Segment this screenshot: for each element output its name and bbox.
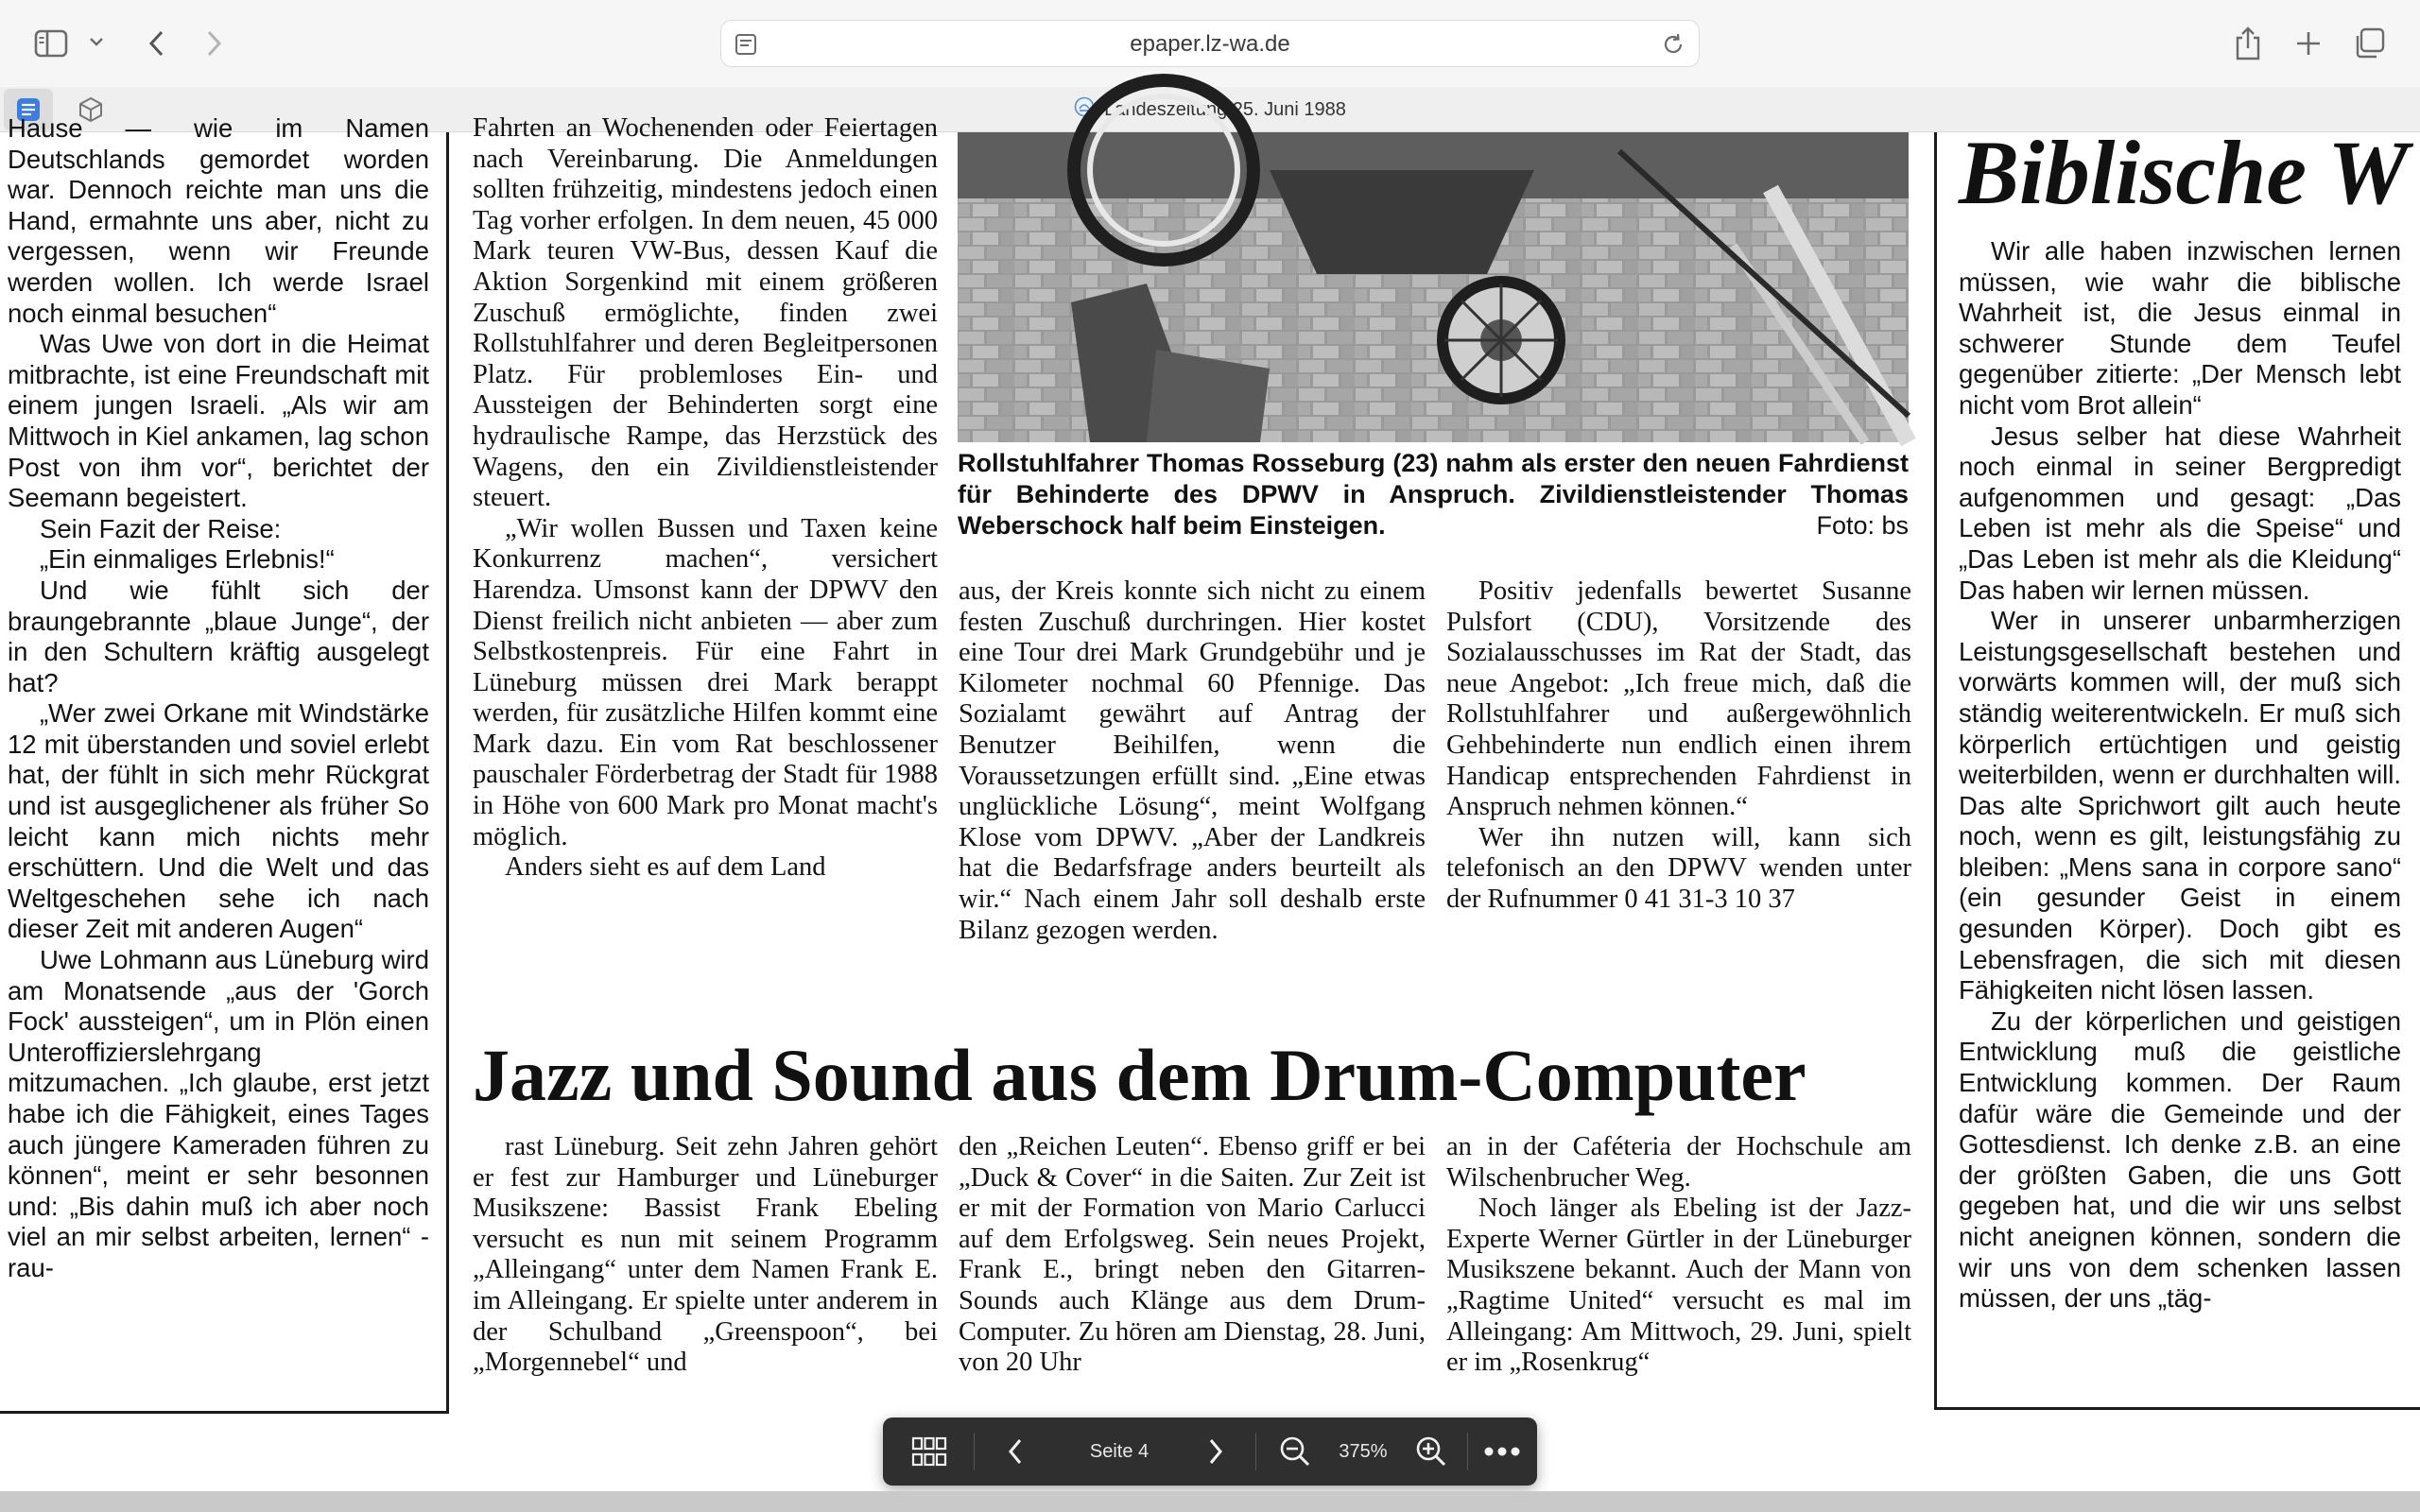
right-paragraph-2: Wer in unserer unbarmherzigen Leistungsgesellschaft bestehen und vorwärts kommen will, der muß sich ständig weiterentwickeln. Er muß sich körperlich ertüchtigen und geistig weiterbilden, wenn er durchhalten will. Das alte Sprichwort gilt auch heute noch, wenn es gilt, leistungsfähig zu bleiben: „Mens sana in corpore sano“ (ein gesunder Geist in einem gesunden Körper). Doch gibt es Lebensfragen, die sich mit diesen Fähigkeiten nicht lösen lassen. [1959,606,2401,1005]
reload-icon[interactable] [1661,32,1685,61]
separator [1467,1433,1468,1470]
share-icon[interactable] [2229,23,2267,64]
left-box-bottom-rule [0,1411,449,1414]
dpwv-col3-paragraph-1: Wer ihn nutzen will, kann sich telefonisch an den DPWV wenden unter der Rufnummer 0 41 31-3 10 37 [1446,822,1911,914]
sidebar-icon[interactable] [32,26,70,60]
page-label: Seite 4 [1089,1441,1150,1462]
epaper-page[interactable] [0,113,2420,1491]
left-paragraph-2: Sein Fazit der Reise: [40,513,282,543]
jazz-col3-paragraph-1: Noch länger als Ebeling ist der Jazz-Experte Werner Gürtler in der Lüneburger Musikszene bekannt. Auch der Mann von „Ragtime United“ versucht es mal im Alleingang: Am Mittwoch, 29. Juni, spielt er im „Rosenkrug“ [1446,1194,1911,1378]
right-paragraph-1: Jesus selber hat diese Wahrheit noch einmal in seiner Bergpredigt aufgenommen und gesagt: „Das Leben ist mehr als die Speise“ und „Das Leben ist mehr als die Kleidung“ Das haben wir lernen müssen. [1959,421,2401,605]
new-tab-icon[interactable] [2290,25,2327,62]
dpwv-column-2 [959,576,1426,946]
dpwv-col1-paragraph-0: Fahrten an Wochenenden oder Feiertagen nach Vereinbarung. Die Anmeldungen sollten frühzeitig, mindestens jedoch einen Tag vorher erfolgen. In dem neuen, 45 000 Mark teuren VW-Bus, dessen Kauf die Aktion Sorgenkind mit einem größeren Zuschuß ermöglichte, finden zwei Rollstuhlfahrer und deren Begleitpersonen Platz. Für problemloses Ein- und Aussteigen der Behinderten sorgt eine hydraulische Rampe, das Herzstück des Wagens, den ein Zivildienstleistender steuert. [473,113,938,513]
zoom-out-button[interactable] [1265,1418,1325,1486]
chevron-down-icon[interactable] [87,32,106,51]
separator [974,1433,975,1470]
url-text[interactable]: epaper.lz-wa.de [1130,31,1290,57]
chevron-right-icon [1207,1437,1224,1466]
news-photo [958,132,1909,442]
jazz-column-3 [1446,1132,1911,1379]
dpwv-col2-paragraph-0: aus, der Kreis konnte sich nicht zu einem festen Zuschuß durchringen. Hier kostet eine Tour drei Mark Grundgebühr und je Kilometer nochmal 60 Pfennige. Das Sozialamt gewährt auf Antrag der Benutzer Beihilfen, wenn die Voraussetzungen erfüllt sind. „Eine etwas unglückliche Lösung“, meint Wolfgang Klose vom DPWV. „Aber der Landkreis hat die Bedarfsfrage anders beurteilt als wir.“ Nach einem Jahr soll deshalb erste Bilanz gezogen werden. [959,576,1426,945]
dpwv-col1-paragraph-2: Anders sieht es auf dem Land [505,852,826,883]
jazz-col3-paragraph-0: an in der Caféteria der Hochschule am Wilschenbrucher Weg. [1446,1132,1911,1193]
photo-caption [958,448,1909,541]
tabs-overview-icon[interactable] [2350,25,2388,62]
left-article [8,113,429,1284]
right-paragraph-0: Wir alle haben inzwischen lernen müssen, wie wahr die biblische Wahrheit ist, die Jesus einmal in schwerer Stunde dem Teufel gegenüber zitierte: „Der Mensch lebt nicht vom Brot allein“ [1959,236,2401,420]
left-paragraph-5: „Wer zwei Orkane mit Windstärke 12 mit überstanden und soviel erlebt hat, der fühlt in sich mehr Rückgrat und ist ausgeglichener als früher So leicht kann mich nichts mehr erschüttern. Und die Welt und das Weltgeschehen sehe ich nach dieser Zeit mit anderen Augen“ [8,698,429,944]
photo-credit: Foto: bs [1816,511,1909,540]
photo-caption-text: Rollstuhlfahrer Thomas Rosseburg (23) nahm als erster den neuen Fahrdienst für Behinderte des DPWV in Anspruch. Zivildienstleistender Thomas Weberschock half beim Einsteigen. [958,449,1909,540]
zoom-in-icon [1415,1435,1447,1468]
previous-page-button[interactable] [985,1418,1046,1486]
dpwv-column-1 [473,113,938,884]
pdf-toolbar [883,1418,1537,1486]
thumbnail-grid-button[interactable] [896,1418,962,1486]
left-paragraph-4: Und wie fühlt sich der braungebrannte „blaue Junge“, der in den Schultern kräftig ausgelegt hat? [8,575,429,697]
grid-icon [911,1436,947,1467]
back-button[interactable] [138,25,176,62]
browser-toolbar [0,0,2420,87]
dpwv-col3-paragraph-0: Positiv jedenfalls bewertet Susanne Pulsfort (CDU), Vorsitzende des Sozialausschusses im Rat der Stadt, das neue Angebot: „Ich freue mich, daß die Rollstuhlfahrer und außergewöhnlich Gehbehinderte nun endlich einen ihrem Handicap entsprechenden Fahrdienst in Anspruch nehmen können.“ [1446,576,1911,822]
left-paragraph-0: Hause — wie im Namen Deutschlands gemordet worden war. Dennoch reichte man uns die Hand, ermahnte uns aber, nicht zu vergessen, wenn wir Freunde werden wollen. Ich werde Israel noch einmal besuchen“ [8,113,429,328]
right-article-headline: Biblische W [1959,122,2409,223]
left-paragraph-6: Uwe Lohmann aus Lüneburg wird am Monatsende „aus der 'Gorch Fock' aussteigen“, um in Plön einen Unteroffizierslehrgang mitzumachen. „Ich glaube, erst jetzt habe ich die Fähigkeit, eines Tages auch jüngere Kameraden führen zu können“, meint er sehr besonnen und: „Bis dahin muß ich aber noch viel an mir selbst arbeiten, lernen“ -rau- [8,945,429,1282]
right-column-rule [1934,132,1937,1410]
ellipsis-icon [1484,1447,1520,1456]
tab-title-text: Landeszeitung 25. Juni 1988 [1104,98,1346,120]
right-article [1959,236,2401,1314]
address-bar[interactable] [720,20,1700,67]
jazz-column-2 [959,1132,1426,1379]
jazz-column-1 [473,1132,938,1379]
zoom-out-icon [1279,1435,1311,1468]
next-page-button[interactable] [1185,1418,1246,1486]
forward-button[interactable] [195,25,233,62]
left-paragraph-1: Was Uwe von dort in die Heimat mitbrachte, ist eine Freundschaft mit einem jungen Israeli. „Als wir am Mittwoch in Kiel ankamen, lag schon Post von ihm vor“, berichtet der Seemann begeistert. [8,329,429,513]
jazz-headline: Jazz und Sound aus dem Drum-Computer [473,1034,1806,1116]
separator [1255,1433,1256,1470]
jazz-col2-text: den „Reichen Leuten“. Ebenso griff er bei „Duck & Cover“ in die Saiten. Zur Zeit ist er mit der Formation von Mario Carlucci auf dem Erfolgsweg. Sein neues Projekt, Frank E., bringt neben den Gitarren-Sounds auch Klänge aus dem Drum-Computer. Zu hören am Dienstag, 28. Juni, von 20 Uhr [959,1132,1426,1378]
more-options-button[interactable] [1473,1418,1531,1486]
dpwv-col1-paragraph-1: „Wir wollen Bussen und Taxen keine Konkurrenz machen“, versichert Harendza. Umsonst kann der DPWV den Dienst freilich nicht anbieten — aber zum Selbstkostenpreis. Für eine Fahrt in Lüneburg müssen drei Mark berappt werden, für zusätzliche Hilfen kommt eine Mark dazu. Ein vom Rat beschlossener pauschaler Förderbetrag der Stadt für 1988 in Höhe von 600 Mark pro Monat macht's möglich. [473,513,938,851]
zoom-in-button[interactable] [1401,1418,1461,1486]
dpwv-column-3 [1446,576,1911,916]
left-paragraph-3: „Ein einmaliges Erlebnis!“ [40,544,335,575]
zoom-level: 375% [1339,1441,1388,1462]
bottom-strip [0,1491,2420,1512]
chevron-left-icon [1007,1437,1024,1466]
right-paragraph-3: Zu der körperlichen und geistigen Entwicklung muß die geistliche Entwicklung kommen. Der Raum dafür wäre die Gemeinde und der Gottesdienst. Ich denke z.B. an eine der größten Gaben, die uns Gott gegeben hat, und die wir uns selbst nicht aneignen können, sondern die wir uns von dem schenken lassen müssen, der uns „täg- [1959,1005,2401,1314]
right-box-bottom-rule [1934,1407,2420,1410]
jazz-col1-text: rast Lüneburg. Seit zehn Jahren gehört er fest zur Hamburger und Lüneburger Musikszene: Bassist Frank Ebeling versucht es nun mit seinem Programm „Alleingang“ unter dem Namen Frank E. im Alleingang. Er spielte unter anderem in der Schulband „Greenspoon“, bei „Morgennebel“ und [473,1132,938,1378]
left-column-rule [446,132,449,1414]
